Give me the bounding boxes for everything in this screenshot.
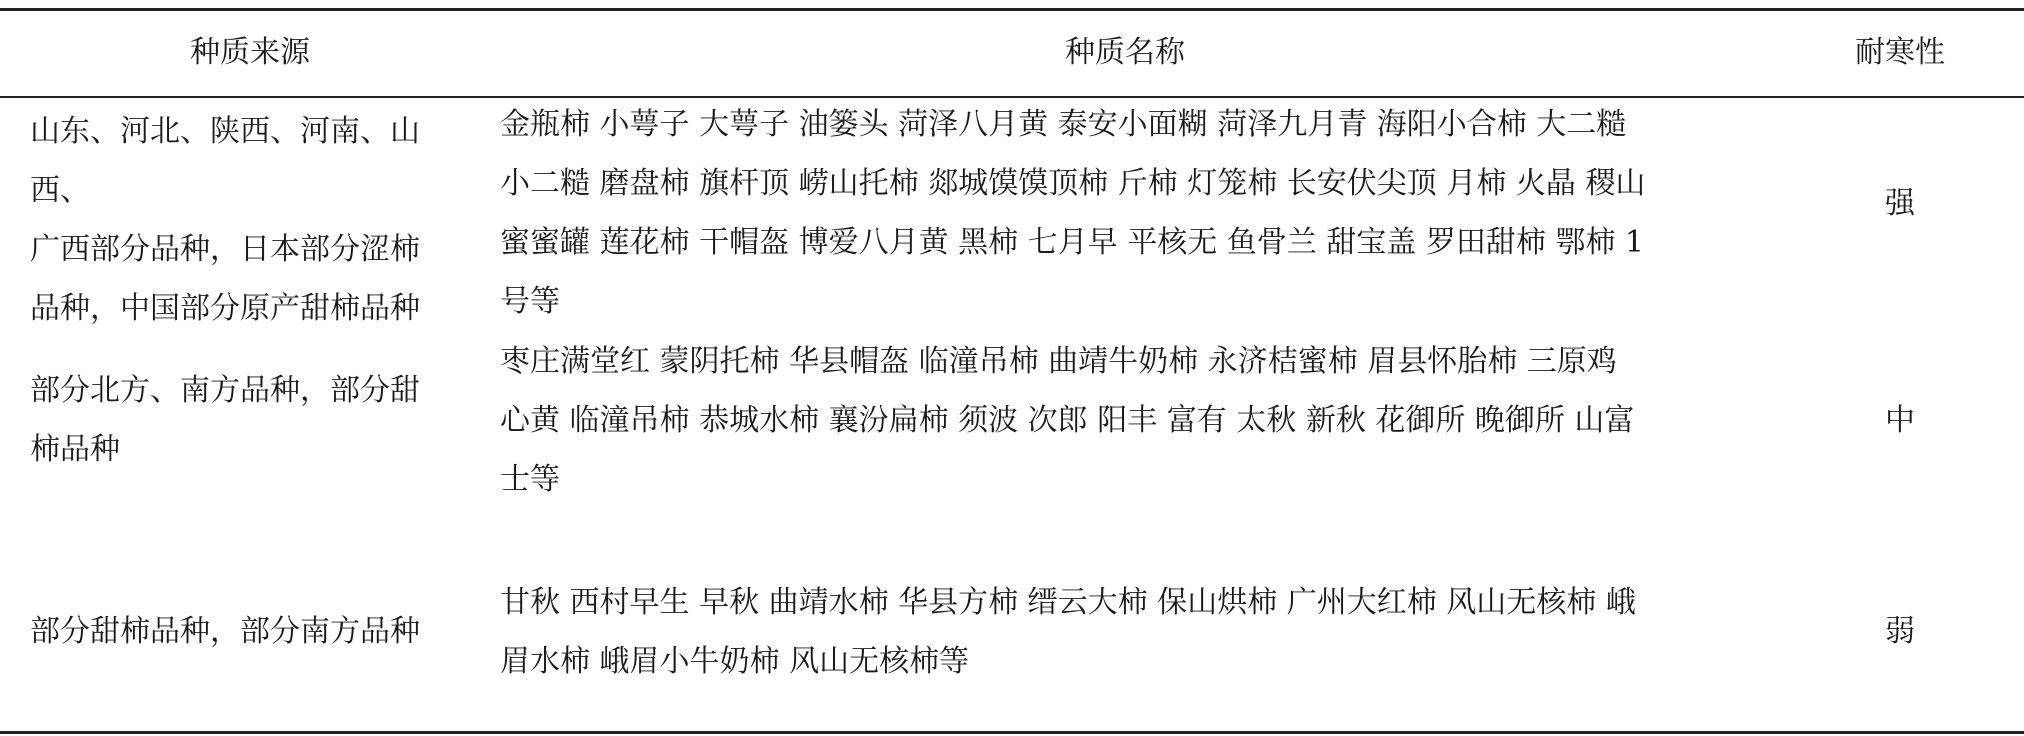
row-2-source: 部分北方、南方品种，部分甜 柿品种 — [30, 373, 420, 467]
table-bottom-rule — [0, 731, 2024, 734]
row-2-hardiness: 中 — [1885, 403, 1915, 438]
header-cold-hardiness: 耐寒性 — [1855, 35, 1945, 70]
row-1-source: 山东、河北、陕西、河南、山西、 广西部分品种，日本部分涩柿 品种，中国部分原产甜柿品种 — [30, 114, 420, 326]
row-1-names: 金瓶柿 小萼子 大萼子 油篓头 菏泽八月黄 泰安小面糊 菏泽九月青 海阳小合柿 大二糙 小二糙 磨盘柿 旗杆顶 崂山托柿 郯城馍馍顶柿 斤柿 灯笼柿 长安伏尖顶 月柿 火晶 稷山 蜜蜜罐 莲花柿 干帽盔 博爱八月黄 黑柿 七月早 平核无 鱼骨兰 甜宝盖 罗田甜柿 鄂柿 1 号等 — [500, 107, 1646, 319]
row-3-source: 部分甜柿品种，部分南方品种 — [30, 614, 420, 649]
header-germplasm-name: 种质名称 — [1065, 35, 1185, 70]
table-top-rule — [0, 8, 2024, 11]
row-2-names: 枣庄满堂红 蒙阴托柿 华县帽盔 临潼吊柿 曲靖牛奶柿 永济桔蜜柿 眉县怀胎柿 三原鸡 心黄 临潼吊柿 恭城水柿 襄汾扁柿 须波 次郎 阳丰 富有 太秋 新秋 花御所 晚御所 山富 士等 — [500, 344, 1635, 497]
header-germplasm-source: 种质来源 — [190, 35, 310, 70]
row-3-hardiness: 弱 — [1885, 614, 1915, 649]
row-1-hardiness: 强 — [1885, 186, 1915, 221]
row-3-names: 甘秋 西村早生 早秋 曲靖水柿 华县方柿 缙云大柿 保山烘柿 广州大红柿 风山无核柿 峨 眉水柿 峨眉小牛奶柿 风山无核柿等 — [500, 585, 1636, 679]
